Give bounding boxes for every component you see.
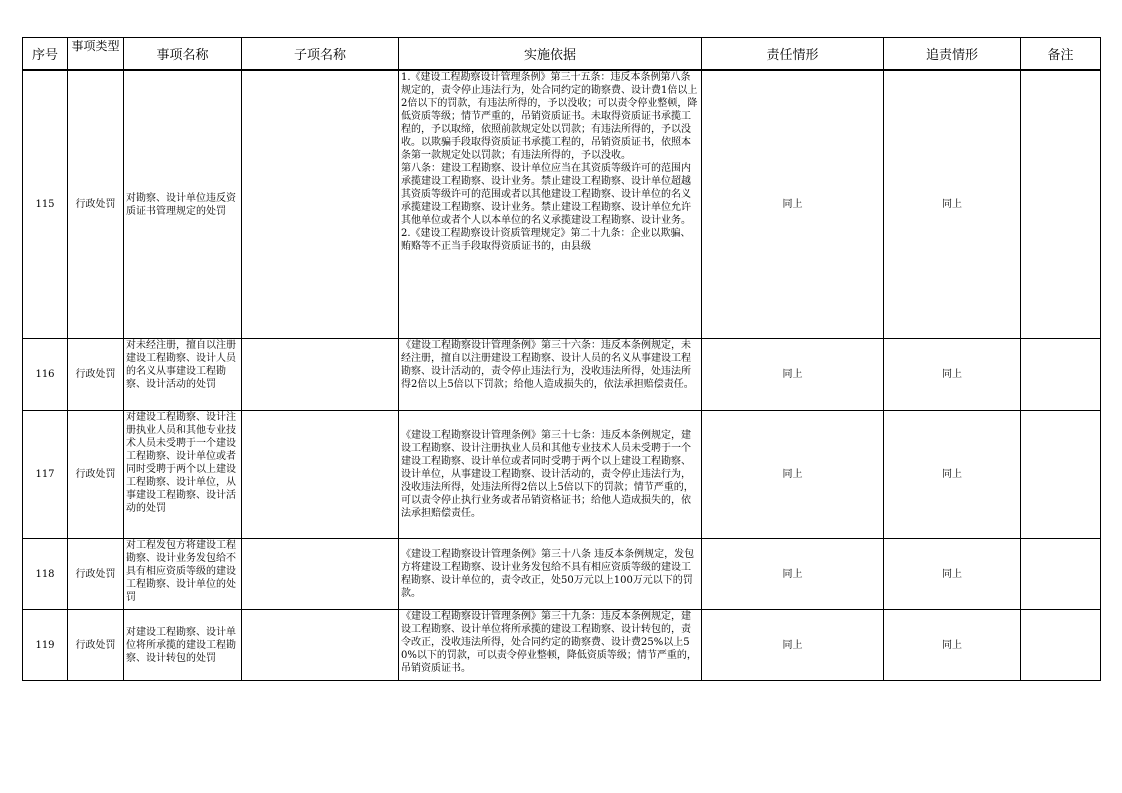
row-subname [242,539,399,610]
row-basis-cell [399,339,702,411]
table-row [23,610,1101,681]
row-basis: 《建设工程勘察设计管理条例》第三十六条：违反本条例规定，未经注册，擅自以注册建设工程勘察、设计人员的名义从事建设工程勘察、设计活动的，责令停止违法行为，没收违法所得，处违法所得2倍以上5倍以下罚款；给他人造成损失的，依法承担赔偿责任。 [401,340,694,390]
row-name-cell [124,411,242,539]
row-name: 对未经注册，擅自以注册建设工程勘察、设计人员的名义从事建设工程勘察、设计活动的处罚 [126,340,236,390]
row-type: 行政处罚 [68,539,124,610]
row-basis-cell [399,539,702,610]
row-accountability: 同上 [884,411,1021,539]
header-name: 事项名称 [124,38,242,71]
row-no: 116 [23,339,68,411]
row-remark [1021,411,1101,539]
row-name-cell [124,339,242,411]
row-responsibility: 同上 [702,70,884,339]
row-accountability: 同上 [884,70,1021,339]
row-accountability: 同上 [884,339,1021,411]
header-row [23,38,1101,71]
row-no: 118 [23,539,68,610]
header-basis: 实施依据 [399,38,702,71]
header-subname: 子项名称 [242,38,399,71]
table-row [23,339,1101,411]
table-row [23,411,1101,539]
row-responsibility: 同上 [702,411,884,539]
table-row [23,70,1101,339]
row-name-cell [124,539,242,610]
header-no: 序号 [23,38,68,71]
row-remark [1021,539,1101,610]
row-type: 行政处罚 [68,70,124,339]
row-basis-cell [399,70,702,339]
row-accountability: 同上 [884,610,1021,681]
header-type: 事项类型 [68,38,124,71]
row-name: 对勘察、设计单位违反资质证书管理规定的处罚 [126,192,236,217]
row-no: 117 [23,411,68,539]
row-basis: 《建设工程勘察设计管理条例》第三十七条：违反本条例规定，建设工程勘察、设计注册执业人员和其他专业技术人员未受聘于一个建设工程勘察、设计单位或者同时受聘于两个以上建设工程勘察、设计单位，从事建设工程勘察、设计活动的，责令停止违法行为，没收违法所得，处违法所得2倍以上5倍以下的罚款；情节严重的，可以责令停止执行业务或者吊销资格证书；给他人造成损失的，依法承担赔偿责任。 [401,430,694,519]
row-name: 对工程发包方将建设工程勘察、设计业务发包给不具有相应资质等级的建设工程勘察、设计单位的处罚 [126,540,236,603]
table-row [23,539,1101,610]
row-subname [242,70,399,339]
matters-table [22,37,1101,681]
row-remark [1021,70,1101,339]
row-remark [1021,339,1101,411]
row-responsibility: 同上 [702,610,884,681]
row-accountability: 同上 [884,539,1021,610]
row-type: 行政处罚 [68,339,124,411]
row-responsibility: 同上 [702,539,884,610]
row-name: 对建设工程勘察、设计单位将所承揽的建设工程勘察、设计转包的处罚 [126,626,236,664]
header-responsibility: 责任情形 [702,38,884,71]
header-remark: 备注 [1021,38,1101,71]
row-type: 行政处罚 [68,411,124,539]
header-accountability: 追责情形 [884,38,1021,71]
row-no: 115 [23,70,68,339]
row-basis: 《建设工程勘察设计管理条例》第三十九条：违反本条例规定，建设工程勘察、设计单位将所承揽的建设工程勘察、设计转包的，责令改正，没收违法所得，处合同约定的勘察费、设计费25%以上50%以下的罚款，可以责令停业整顿，降低资质等级；情节严重的，吊销资质证书。 [401,611,697,674]
row-no: 119 [23,610,68,681]
row-name-cell [124,610,242,681]
row-remark [1021,610,1101,681]
row-basis-cell [399,411,702,539]
row-subname [242,610,399,681]
row-name: 对建设工程勘察、设计注册执业人员和其他专业技术人员未受聘于一个建设工程勘察、设计单位或者同时受聘于两个以上建设工程勘察、设计单位，从事建设工程勘察、设计活动的处罚 [126,412,236,514]
row-type: 行政处罚 [68,610,124,681]
row-subname [242,411,399,539]
row-name-cell [124,70,242,339]
row-basis: 1.《建设工程勘察设计管理条例》第三十五条：违反本条例第八条规定的，责令停止违法行为，处合同约定的勘察费、设计费1倍以上2倍以下的罚款，有违法所得的，予以没收；可以责令停业整顿，降低资质等级；情节严重的，吊销资质证书。未取得资质证书承揽工程的，予以取缔，依照前款规定处以罚款；有违法所得的，予以没收。以欺骗手段取得资质证书承揽工程的，吊销资质证书，依照本条第一款规定处以罚款；有违法所得的，予以没收。 第八条：建设工程勘察、设计单位应当在其资质等级许可的范围内承揽建设工程勘察、设计业务。禁止建设工程勘察、设计单位超越其资质等级许可的范围或者以其他建设工程勘察、设计单位的名义承揽建设工程勘察、设计业务。禁止建设工程勘察、设计单位允许其他单位或者个人以本单位的名义承揽建设工程勘察、设计业务。 2.《建设工程勘察设计资质管理规定》第二十九条：企业以欺骗、贿赂等不正当手段取得资质证书的，由县级 [401,72,698,252]
row-subname [242,339,399,411]
row-basis-cell [399,610,702,681]
row-responsibility: 同上 [702,339,884,411]
row-basis: 《建设工程勘察设计管理条例》第三十八条 违反本条例规定，发包方将建设工程勘察、设计业务发包给不具有相应资质等级的建设工程勘察、设计单位的，责令改正，处50万元以上100万元以下的罚款。 [401,549,695,599]
